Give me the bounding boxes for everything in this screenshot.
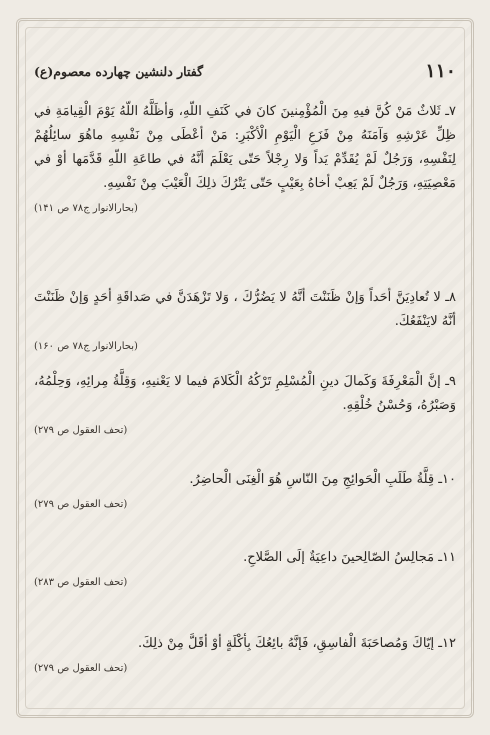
hadith-text: ١٠ـ قِلَّةُ طَلَبِ الْحَوائِجِ مِنَ النّاسِ هُوَ الْغِنَى الْحاضِرُ. [189, 472, 456, 487]
hadith-7 [34, 100, 456, 215]
page-number: ١١٠ [425, 60, 456, 82]
hadith-reference: (بحارالانوار ج۷۸ ص ۱۴۱) [34, 203, 138, 214]
hadith-text: ١١ـ مَجالِسُ الصّالِحينَ داعِيَةٌ إلَى الصَّلاحِ. [243, 550, 456, 565]
hadith-11 [34, 546, 456, 589]
hadith-text: ٨ـ لا تُعادِيَنَّ أحَداً وَإنْ ظَنَنْتَ أنَّهُ لا يَضُرُّكَ ، وَلا تَزْهَدَنَّ في صَداقَةِ أحَدٍ وَإنْ ظَنَنْتَ أنَّهُ لايَنْفَعُكَ. [34, 290, 456, 329]
hadith-9 [34, 370, 456, 437]
hadith-text: ٧ـ ثَلاثٌ مَنْ كُنَّ فيهِ مِنَ الْمُؤْمِنينَ كانَ في كَنَفِ اللّهِ، وَأظَلَّهُ اللّهُ يَوْمَ الْقِيامَةِ في ظِلِّ عَرْشِهِ وَآمَنَهُ مِنْ فَزَعِ الْيَوْمِ الْأكْبَرِ: مَنْ أعْطَى مِنْ نَفْسِهِ ماهُوَ سائِلُهُمْ لِنَفْسِهِ، وَرَجُلٌ لَمْ يُقَدِّمْ يَداً وَلا رِجْلاً حَتّى يَعْلَمَ أنَّهُ في طاعَةِ اللّهِ قَدَّمَها أوْ في مَعْصِيَتِهِ، وَرَجُلٌ لَمْ يَعِبْ أخاهُ بِعَيْبٍ حَتّى يَتْرُكَ ذلِكَ الْعَيْبَ مِنْ نَفْسِهِ. [34, 104, 456, 191]
hadith-12 [34, 632, 456, 675]
hadith-reference: (تحف العقول ص ۲۷۹) [34, 425, 128, 436]
running-title: گفتار دلنشین چهارده معصوم(ع) [34, 63, 204, 79]
page-content [34, 100, 456, 705]
page-header [34, 58, 456, 84]
hadith-reference: (بحارالانوار ج۷۸ ص ۱۶۰) [34, 341, 138, 352]
hadith-reference: (تحف العقول ص ۲۷۹) [34, 499, 128, 510]
hadith-reference: (تحف العقول ص ۲۸۳) [34, 577, 128, 588]
hadith-8 [34, 286, 456, 353]
hadith-text: ٩ـ إنَّ الْمَعْرِفَةَ وَكَمالَ دينِ الْمُسْلِمِ تَرْكُهُ الْكَلامَ فيما لا يَعْنيهِ، وَقِلَّةُ مِرائِهِ، وَحِلْمُهُ، وَصَبْرُهُ، وَحُسْنُ خُلْقِهِ. [34, 374, 456, 413]
hadith-10 [34, 468, 456, 511]
hadith-reference: (تحف العقول ص ۲۷۹) [34, 663, 128, 674]
hadith-text: ١٢ـ إيّاكَ وَمُصاحَبَةَ الْفاسِقِ، فَإنَّهُ بائِعُكَ بِأكْلَةٍ أوْ أقَلَّ مِنْ ذلِكَ. [138, 636, 456, 651]
